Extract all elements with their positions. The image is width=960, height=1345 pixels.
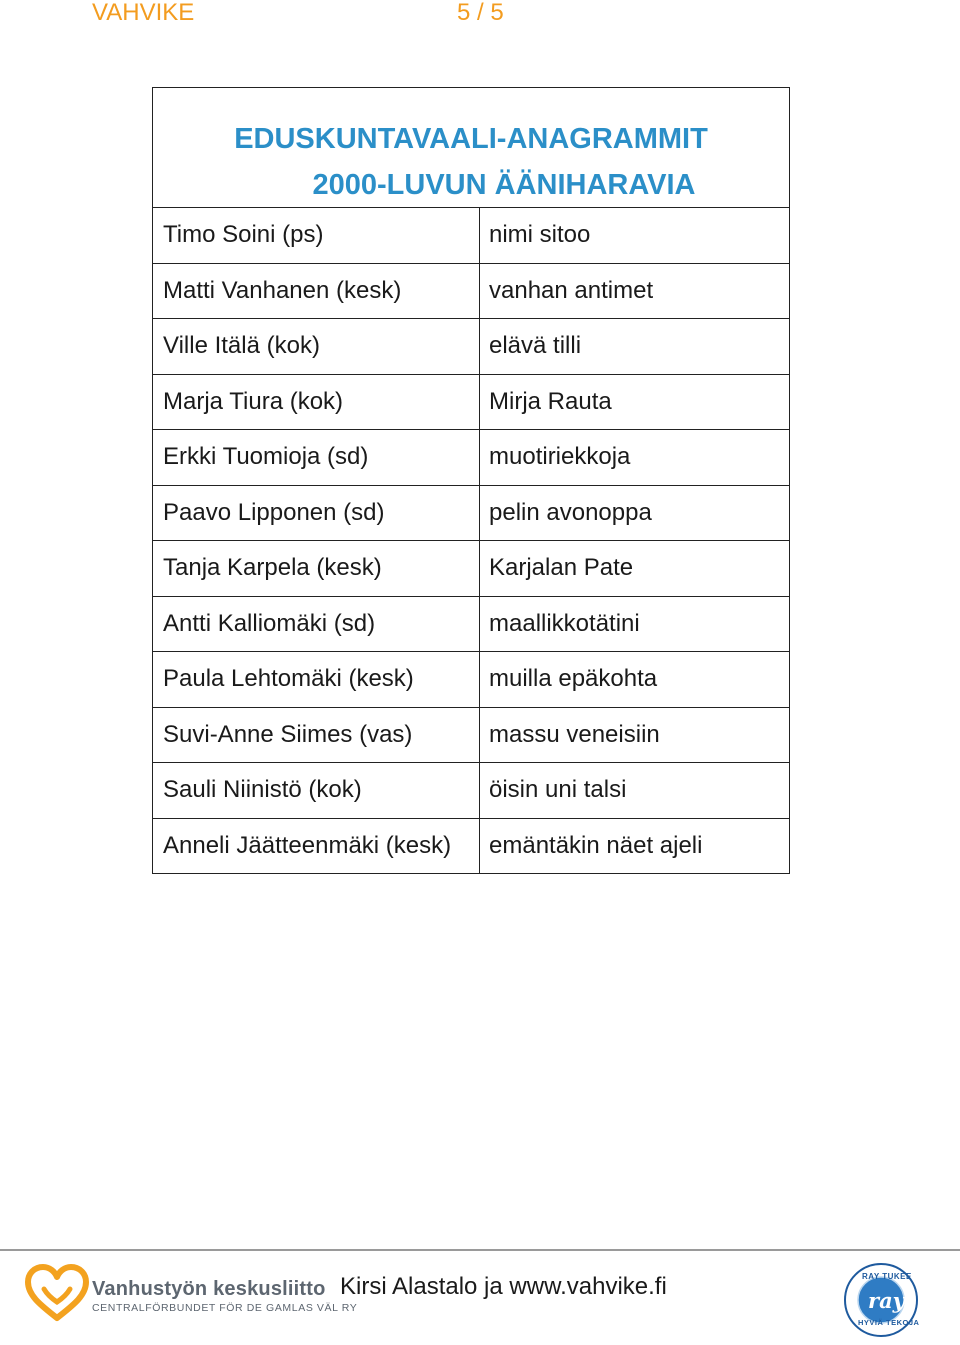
anagram-cell: öisin uni talsi <box>480 763 790 819</box>
credit-line: Kirsi Alastalo ja www.vahvike.fi <box>340 1273 667 1300</box>
politician-name-cell: Antti Kalliomäki (sd) <box>153 596 480 652</box>
politician-name-cell: Matti Vanhanen (kesk) <box>153 263 480 319</box>
politician-name-cell: Suvi-Anne Siimes (vas) <box>153 707 480 763</box>
anagram-cell: vanhan antimet <box>480 263 790 319</box>
anagram-cell: elävä tilli <box>480 319 790 375</box>
table-row <box>153 430 789 486</box>
anagram-cell: pelin avonoppa <box>480 485 790 541</box>
table-title <box>153 88 789 208</box>
politician-name-cell: Sauli Niinistö (kok) <box>153 763 480 819</box>
politician-name-cell: Ville Itälä (kok) <box>153 319 480 375</box>
title-line-1: EDUSKUNTAVAALI-ANAGRAMMIT <box>234 123 708 155</box>
page-number: 5 / 5 <box>457 0 504 26</box>
politician-name-cell: Tanja Karpela (kesk) <box>153 541 480 597</box>
anagram-cell: Mirja Rauta <box>480 374 790 430</box>
heart-logo-icon <box>22 1262 92 1324</box>
politician-name-cell: Paavo Lipponen (sd) <box>153 485 480 541</box>
table-row <box>153 596 789 652</box>
table-row <box>153 652 789 708</box>
table-row <box>153 763 789 819</box>
anagram-cell: maallikkotätini <box>480 596 790 652</box>
footer-divider <box>0 1249 960 1251</box>
title-line-2: 2000-LUVUN ÄÄNIHARAVIA <box>312 169 696 201</box>
politician-name-cell: Marja Tiura (kok) <box>153 374 480 430</box>
org-name: Vanhustyön keskusliitto <box>92 1278 326 1300</box>
badge-word: ray <box>868 1288 905 1313</box>
anagram-cell: emäntäkin näet ajeli <box>480 818 790 873</box>
brand-label: VAHVIKE <box>92 0 195 26</box>
anagram-cell: muilla epäkohta <box>480 652 790 708</box>
org-subtitle: CENTRALFÖRBUNDET FÖR DE GAMLAS VÄL RY <box>92 1302 358 1314</box>
table-row <box>153 374 789 430</box>
table-row <box>153 263 789 319</box>
politician-name-cell: Paula Lehtomäki (kesk) <box>153 652 480 708</box>
politician-name-cell: Anneli Jäätteenmäki (kesk) <box>153 818 480 873</box>
politician-name-cell: Erkki Tuomioja (sd) <box>153 430 480 486</box>
table-row <box>153 541 789 597</box>
table-row <box>153 707 789 763</box>
politician-name-cell: Timo Soini (ps) <box>153 208 480 263</box>
anagram-cell: muotiriekkoja <box>480 430 790 486</box>
table-row <box>153 208 789 263</box>
table-row <box>153 818 789 873</box>
anagram-cell: massu veneisiin <box>480 707 790 763</box>
anagram-table <box>153 208 789 873</box>
anagram-cell: Karjalan Pate <box>480 541 790 597</box>
table-row <box>153 485 789 541</box>
anagram-cell: nimi sitoo <box>489 221 591 249</box>
table-row <box>153 319 789 375</box>
badge-bottom-text: HYVIÄ TEKOJA <box>858 1318 920 1327</box>
anagram-table-frame <box>152 87 790 874</box>
badge-top-text: RAY TUKEE <box>862 1272 912 1281</box>
